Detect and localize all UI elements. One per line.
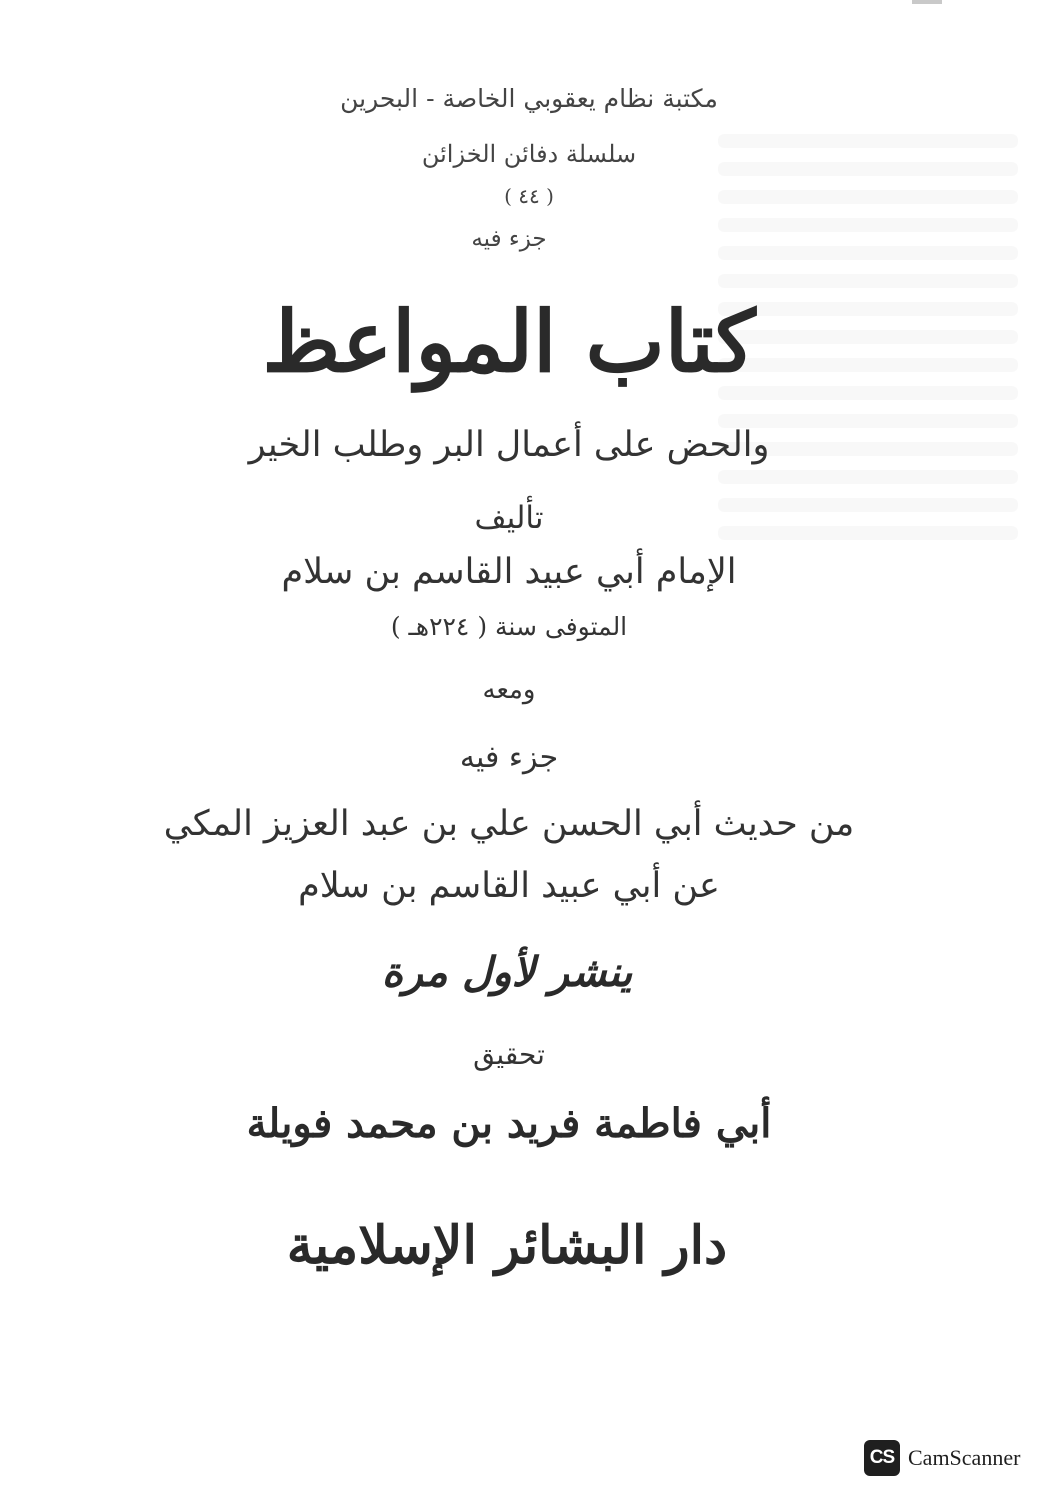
hadith-source: عن أبي عبيد القاسم بن سلام xyxy=(298,866,720,906)
series-number: ( ٤٤ ) xyxy=(504,184,554,208)
second-juz-label: جزء فيه xyxy=(459,740,559,775)
first-publication: ينشر لأول مرة xyxy=(381,948,633,996)
book-title: كتاب المواعظ xyxy=(262,292,756,391)
hadith-narrator: من حديث أبي الحسن علي بن عبد العزيز المكي xyxy=(163,804,855,844)
camscanner-label: CamScanner xyxy=(908,1445,1021,1470)
camscanner-logo-icon: CS xyxy=(864,1440,900,1476)
editing-label: تحقيق xyxy=(473,1038,545,1071)
library-name: مكتبة نظام يعقوبي الخاصة - البحرين xyxy=(340,84,718,113)
accompanied-label: ومعه xyxy=(482,675,536,705)
author-death-year: المتوفى سنة ( ٢٢٤هـ ) xyxy=(390,612,628,641)
publisher-name: دار البشائر الإسلامية xyxy=(286,1215,728,1276)
author-name: الإمام أبي عبيد القاسم بن سلام xyxy=(281,552,737,592)
series-name: سلسلة دفائن الخزائن xyxy=(421,140,637,168)
scan-artifact xyxy=(912,0,942,4)
editor-name: أبي فاطمة فريد بن محمد فويلة xyxy=(246,1100,772,1147)
juz-intro: جزء فيه xyxy=(471,226,547,252)
authorship-label: تأليف xyxy=(474,500,544,536)
book-subtitle: والحض على أعمال البر وطلب الخير xyxy=(248,425,770,465)
camscanner-watermark xyxy=(864,1440,1020,1476)
